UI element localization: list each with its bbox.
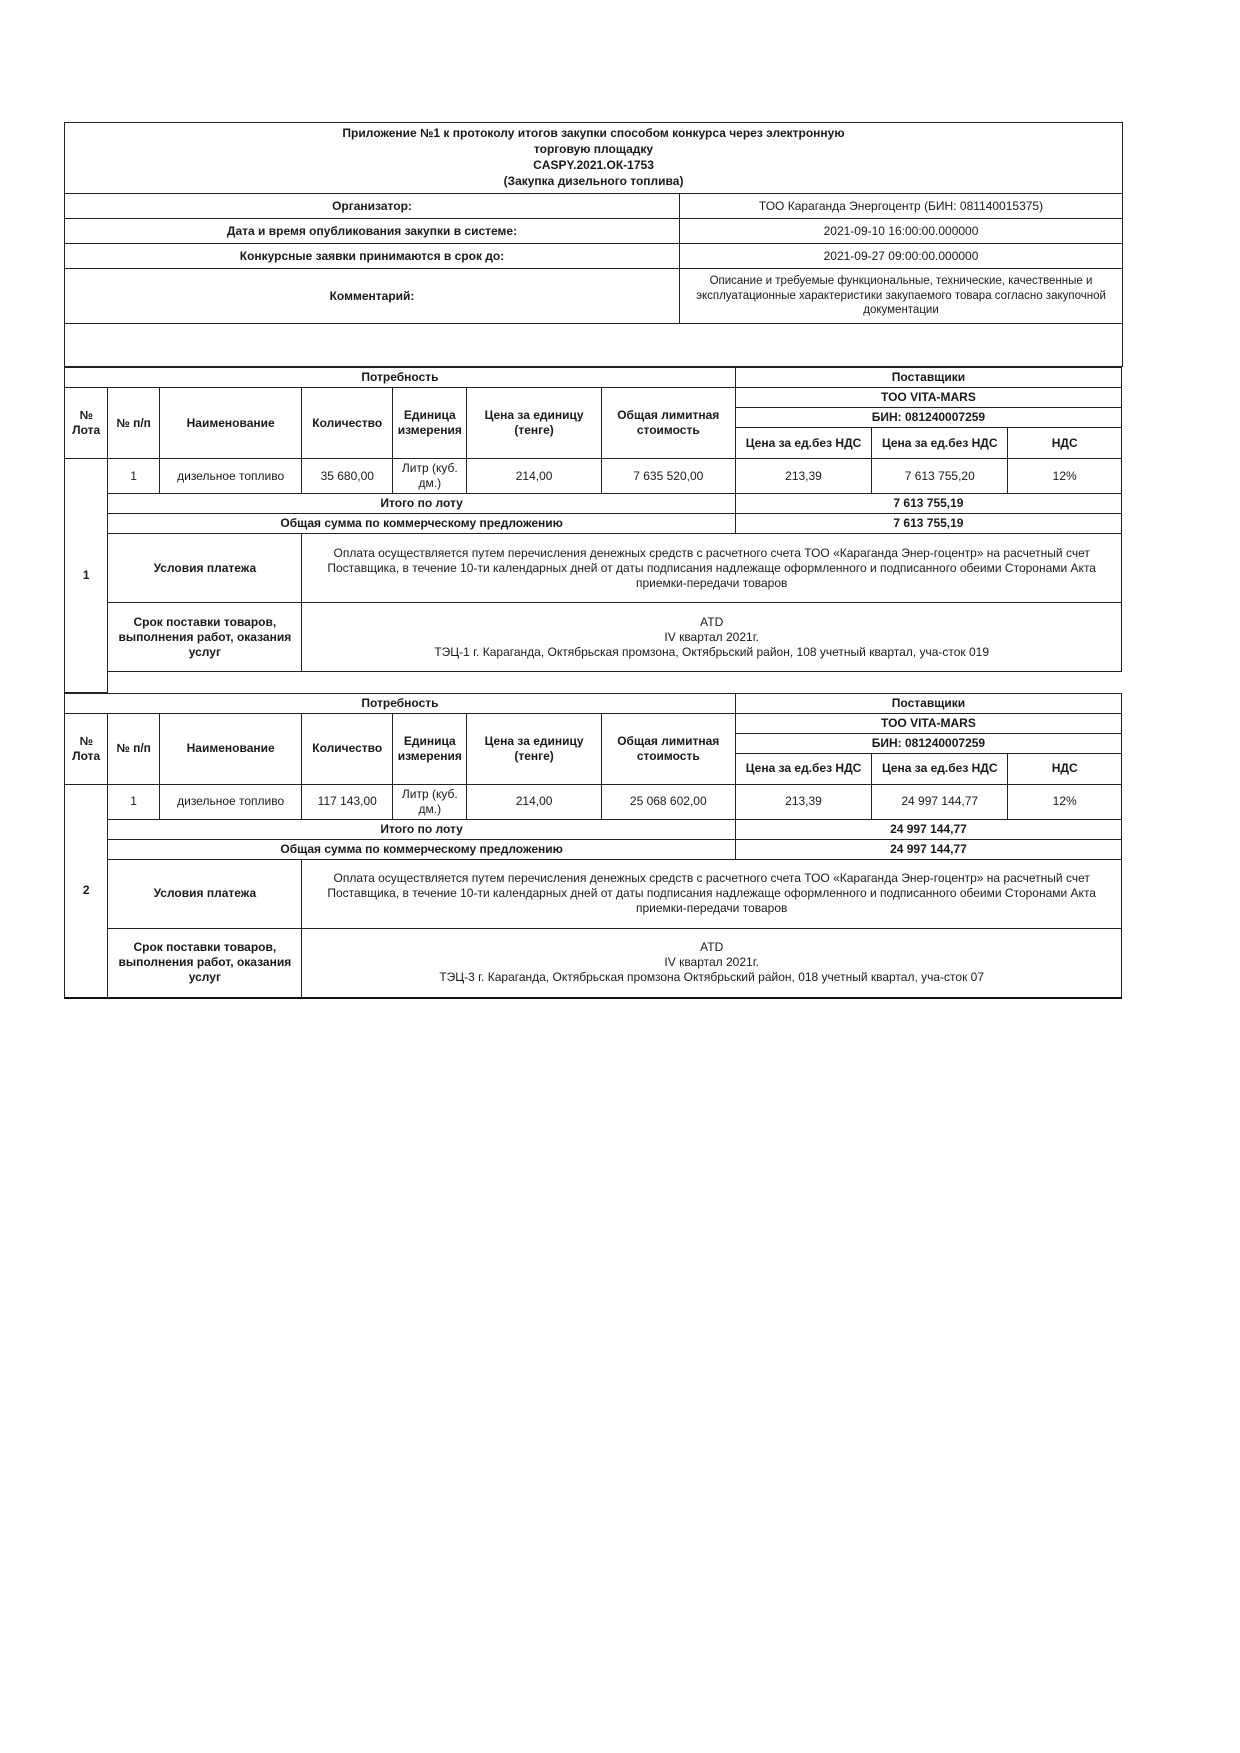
price-no-vat-header: Цена за ед.без НДС: [735, 753, 871, 784]
supplier-price: 213,39: [735, 784, 871, 819]
item-qty: 35 680,00: [302, 459, 393, 494]
delivery-address: ТЭЦ-3 г. Караганда, Октябрьская промзона Октябрьский район, 018 учетный квартал, уча-сток 07: [439, 970, 985, 984]
delivery-terms: ATD: [700, 614, 724, 629]
lot-1-table: [64, 367, 1122, 693]
suppliers-header: Поставщики: [735, 693, 1121, 713]
title-line-2: торговую площадку: [533, 142, 654, 156]
title-line-1: Приложение №1 к протоколу итогов закупки способом конкурса через электронную: [342, 126, 845, 140]
offer-total-label: Общая сумма по коммерческому предложению: [108, 514, 736, 534]
lot-gap: [108, 672, 1122, 693]
comment-value: Описание и требуемые функциональные, технические, качественные и эксплуатационные характеристики закупаемого товара согласно закупочной документации: [680, 269, 1123, 324]
supplier-name: ТОО VITA-MARS: [735, 713, 1121, 733]
qty-header: Количество: [302, 713, 393, 784]
title-line-4: (Закупка дизельного топлива): [503, 174, 684, 188]
lot-no-header: № Лота: [65, 388, 108, 459]
lot-total-value: 7 613 755,19: [735, 494, 1121, 514]
need-header: Потребность: [65, 368, 736, 388]
lot-total-value: 24 997 144,77: [735, 819, 1121, 839]
delivery-text: [302, 928, 1122, 998]
blank-row: [65, 324, 1123, 367]
supplier-name: ТОО VITA-MARS: [735, 388, 1121, 408]
supplier-total: 24 997 144,77: [872, 784, 1008, 819]
offer-total-label: Общая сумма по коммерческому предложению: [108, 839, 736, 859]
delivery-period: IV квартал 2021г.: [664, 629, 759, 644]
total-no-vat-header: Цена за ед.без НДС: [872, 428, 1008, 459]
lot-total-label: Итого по лоту: [108, 494, 736, 514]
document-title: [65, 123, 1123, 194]
vat-header: НДС: [1008, 428, 1122, 459]
payment-label: Условия платежа: [108, 859, 302, 928]
organizer-label: Организатор:: [65, 194, 680, 219]
lot-total-label: Итого по лоту: [108, 819, 736, 839]
lot-2-table: [64, 693, 1122, 999]
protocol-document: [64, 122, 1122, 999]
unit-header: Единица измерения: [393, 388, 467, 459]
unit-price-header: Цена за единицу (тенге): [467, 713, 601, 784]
offer-total-value: 24 997 144,77: [735, 839, 1121, 859]
unit-price-header: Цена за единицу (тенге): [467, 388, 601, 459]
item-name: дизельное топливо: [159, 459, 301, 494]
published-label: Дата и время опубликования закупки в системе:: [65, 219, 680, 244]
unit-header: Единица измерения: [393, 713, 467, 784]
total-no-vat-header: Цена за ед.без НДС: [872, 753, 1008, 784]
deadline-value: 2021-09-27 09:00:00.000000: [680, 244, 1123, 269]
payment-text: Оплата осуществляется путем перечисления денежных средств с расчетного счета ТОО «Караганда Энер-гоцентр» на расчетный счет Поставщика, в течение 10-ти календарных дней от даты подписания надлежаще оформленного и подписанного обеими Сторонами Акта приемки-передачи товаров: [302, 859, 1122, 928]
vat-header: НДС: [1008, 753, 1122, 784]
item-no-header: № п/п: [108, 388, 160, 459]
published-value: 2021-09-10 16:00:00.000000: [680, 219, 1123, 244]
price-no-vat-header: Цена за ед.без НДС: [735, 428, 871, 459]
supplier-total: 7 613 755,20: [872, 459, 1008, 494]
supplier-vat: 12%: [1008, 784, 1122, 819]
item-unit: Литр (куб. дм.): [393, 784, 467, 819]
item-qty: 117 143,00: [302, 784, 393, 819]
payment-label: Условия платежа: [108, 534, 302, 603]
payment-text: Оплата осуществляется путем перечисления денежных средств с расчетного счета ТОО «Караганда Энер-гоцентр» на расчетный счет Поставщика, в течение 10-ти календарных дней от даты подписания надлежаще оформленного и подписанного обеими Сторонами Акта приемки-передачи товаров: [302, 534, 1122, 603]
item-number: 1: [108, 784, 160, 819]
header-table: [64, 122, 1123, 367]
name-header: Наименование: [159, 388, 301, 459]
delivery-label: Срок поставки товаров, выполнения работ, оказания услуг: [108, 603, 302, 672]
lot-number: 1: [65, 459, 108, 693]
deadline-label: Конкурсные заявки принимаются в срок до:: [65, 244, 680, 269]
organizer-value: ТОО Караганда Энергоцентр (БИН: 081140015375): [680, 194, 1123, 219]
suppliers-header: Поставщики: [735, 368, 1121, 388]
item-total-limit: 25 068 602,00: [601, 784, 735, 819]
supplier-bin: БИН: 081240007259: [735, 408, 1121, 428]
supplier-bin: БИН: 081240007259: [735, 733, 1121, 753]
item-no-header: № п/п: [108, 713, 160, 784]
item-name: дизельное топливо: [159, 784, 301, 819]
title-line-3: CASPY.2021.ОК-1753: [533, 158, 654, 172]
item-unit-price: 214,00: [467, 459, 601, 494]
item-unit-price: 214,00: [467, 784, 601, 819]
delivery-terms: ATD: [700, 940, 724, 954]
delivery-period: IV квартал 2021г.: [664, 955, 759, 969]
item-number: 1: [108, 459, 160, 494]
total-limit-header: Общая лимитная стоимость: [601, 388, 735, 459]
supplier-price: 213,39: [735, 459, 871, 494]
comment-label: Комментарий:: [65, 269, 680, 324]
item-total-limit: 7 635 520,00: [601, 459, 735, 494]
offer-total-value: 7 613 755,19: [735, 514, 1121, 534]
need-header: Потребность: [65, 693, 736, 713]
item-unit: Литр (куб. дм.): [393, 459, 467, 494]
delivery-label: Срок поставки товаров, выполнения работ, оказания услуг: [108, 928, 302, 998]
total-limit-header: Общая лимитная стоимость: [601, 713, 735, 784]
delivery-text: [302, 603, 1122, 672]
name-header: Наименование: [159, 713, 301, 784]
qty-header: Количество: [302, 388, 393, 459]
delivery-address: ТЭЦ-1 г. Караганда, Октябрьская промзона, Октябрьский район, 108 учетный квартал, уча-сток 019: [434, 644, 990, 659]
supplier-vat: 12%: [1008, 459, 1122, 494]
lot-no-header: № Лота: [65, 713, 108, 784]
lot-number: 2: [65, 784, 108, 998]
